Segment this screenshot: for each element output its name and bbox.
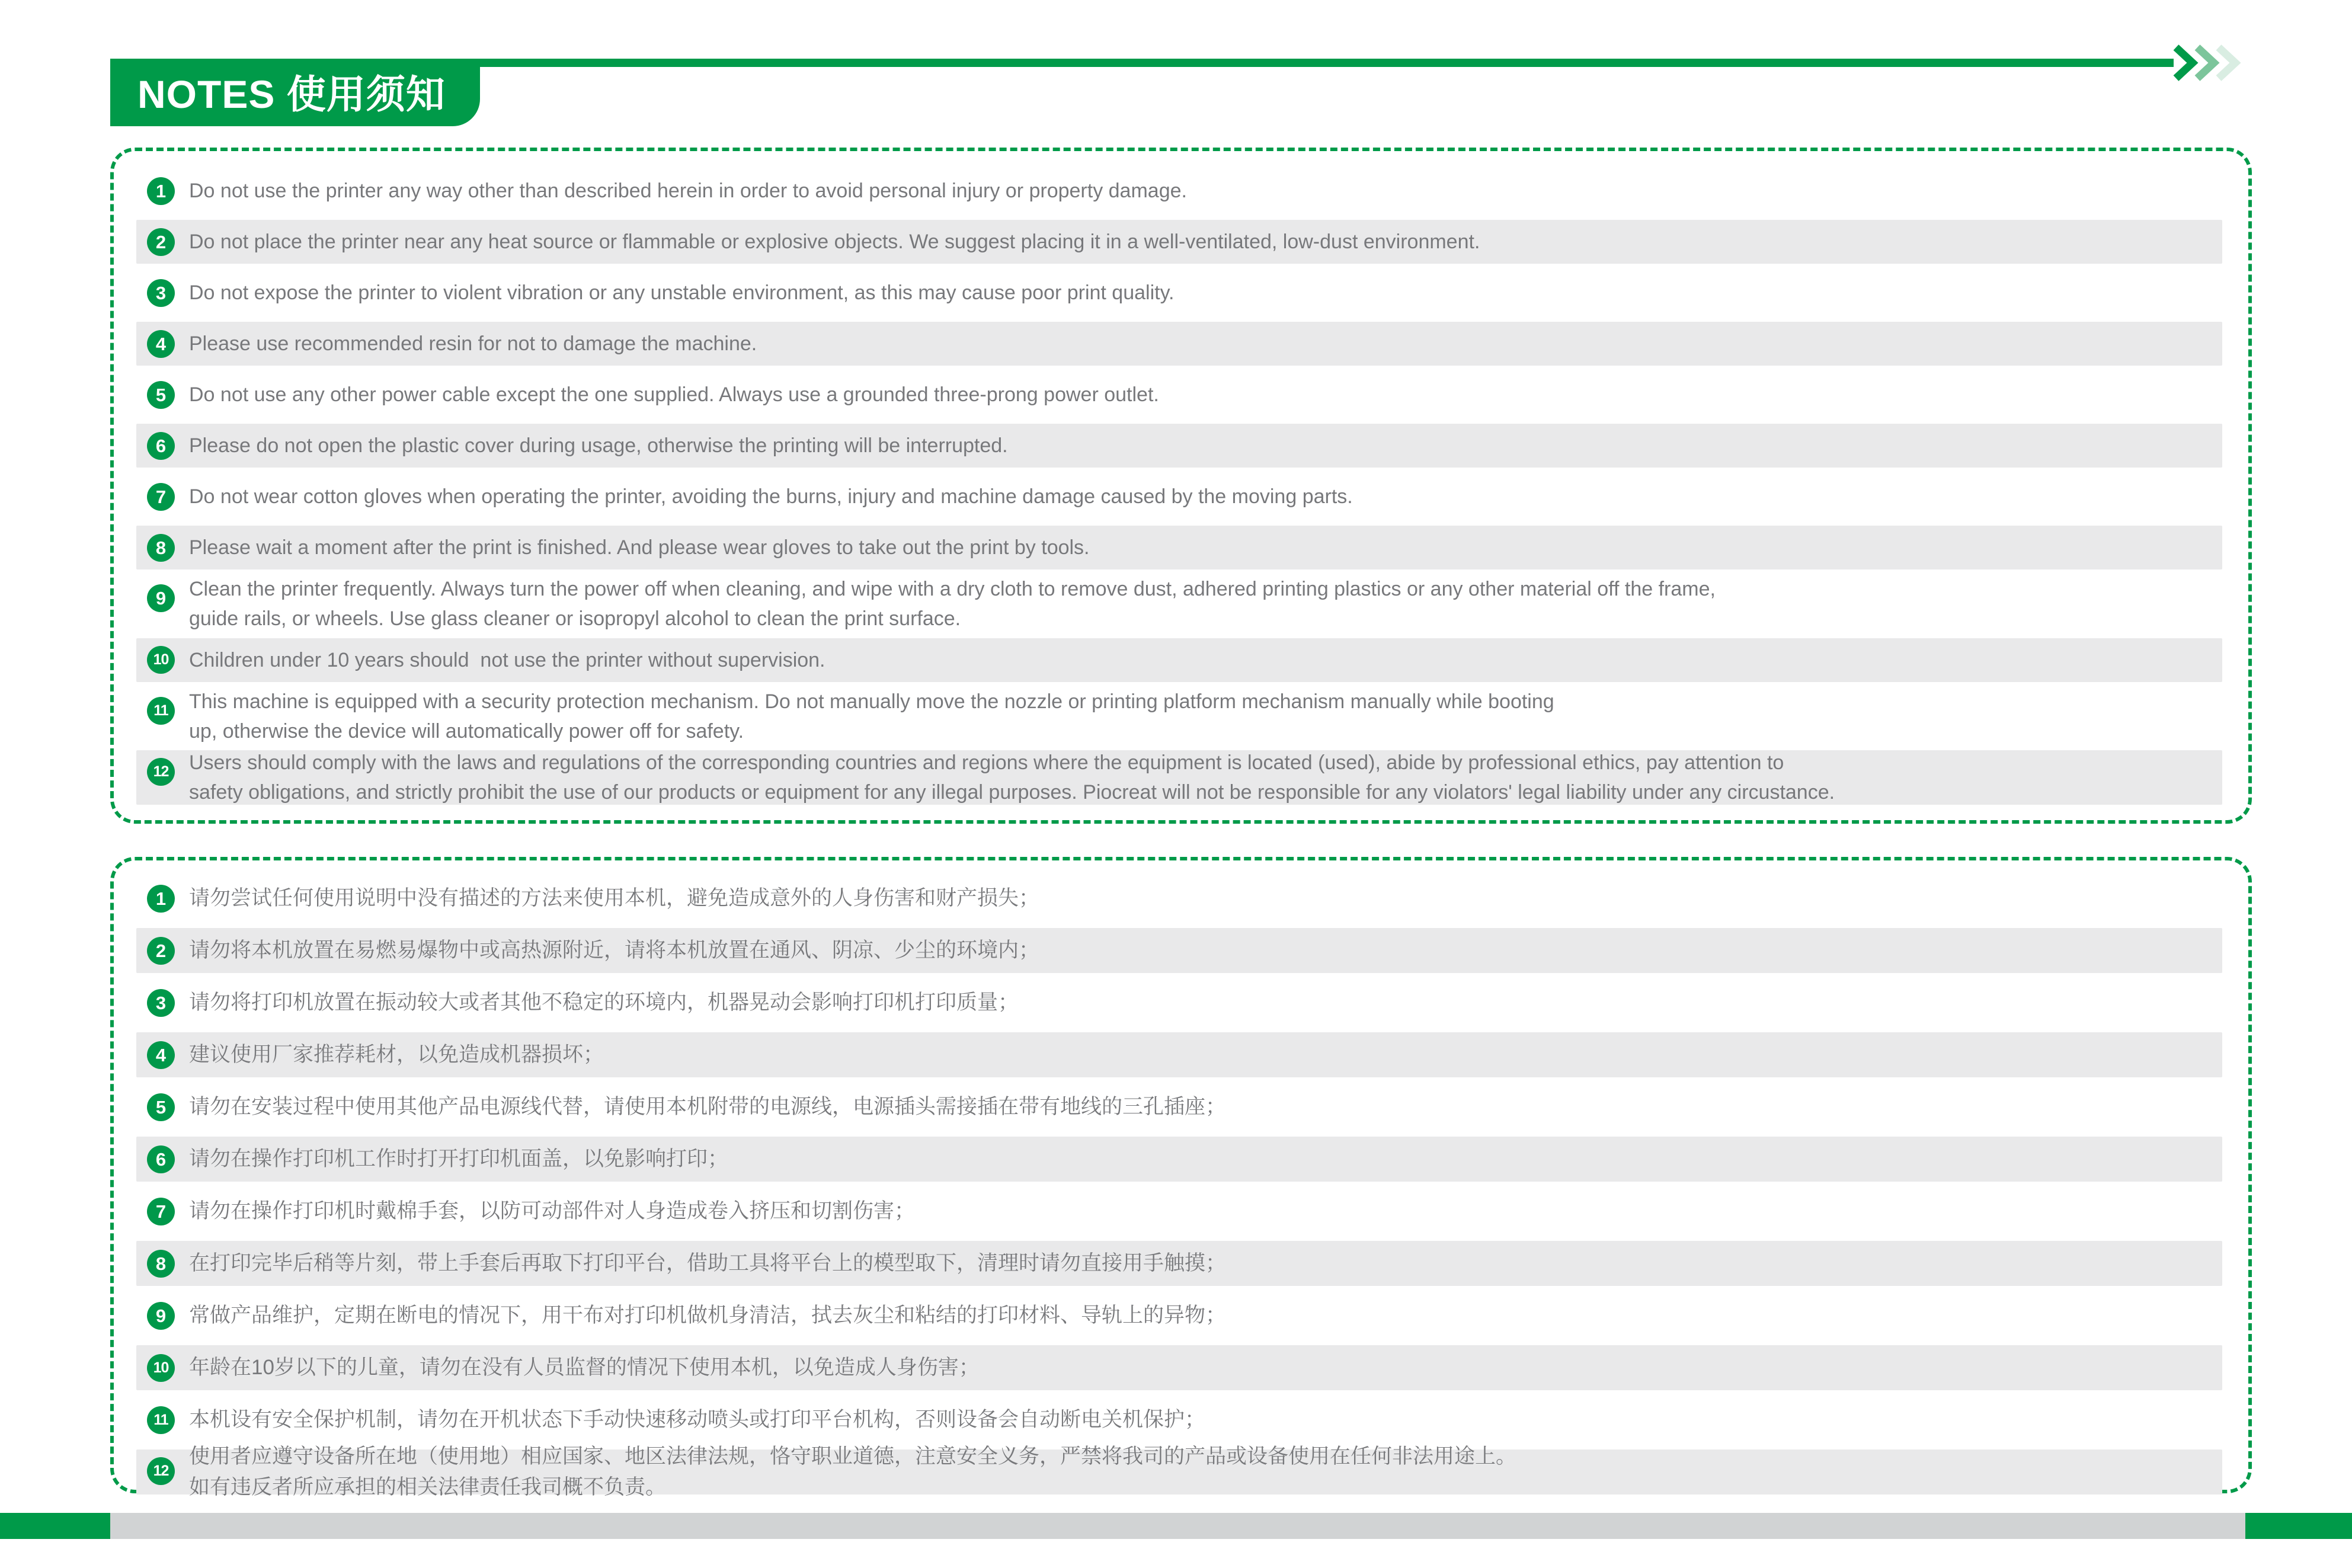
item-text: 常做产品维护，定期在断电的情况下，用干布对打印机做机身清洁，拭去灰尘和粘结的打印材料、导轨上的异物； [189, 1304, 1227, 1327]
item-number-badge: 5 [147, 381, 175, 409]
note-cn-item-12 [136, 1445, 2222, 1499]
item-text: Do not wear cotton gloves when operating the printer, avoiding the burns, injury and machine damage caused by the moving parts. [189, 485, 1353, 508]
item-text: 请勿将打印机放置在振动较大或者其他不稳定的环境内，机器晃动会影响打印机打印质量； [189, 991, 1019, 1014]
item-text: Do not expose the printer to violent vibration or any unstable environment, as this may cause poor print quality. [189, 281, 1175, 304]
triple-right-chevron-icon [2171, 44, 2245, 82]
item-number-badge: 3 [147, 279, 175, 307]
item-number-badge: 2 [147, 937, 175, 965]
note-en-item-11 [136, 689, 2222, 744]
item-text: 建议使用厂家推荐耗材，以免造成机器损坏； [189, 1043, 604, 1066]
item-text: Please use recommended resin for not to damage the machine. [189, 332, 757, 355]
item-number-badge: 3 [147, 989, 175, 1017]
note-cn-item-4 [136, 1032, 2222, 1077]
item-text: 请勿将本机放置在易燃易爆物中或高热源附近，请将本机放置在通风、阴凉、少尘的环境内； [189, 939, 1040, 962]
note-cn-item-8 [136, 1241, 2222, 1286]
item-number-badge: 9 [147, 1302, 175, 1330]
item-text: Do not use the printer any way other than described herein in order to avoid personal injury or property damage. [189, 180, 1187, 202]
footer-bar [0, 1513, 2352, 1539]
item-text: 年龄在10岁以下的儿童，请勿在没有人员监督的情况下使用本机，以免造成人身伤害； [189, 1356, 980, 1379]
item-text: Children under 10 years should not use the printer without supervision. [189, 648, 825, 671]
item-text: Do not use any other power cable except the one supplied. Always use a grounded three-prong power outlet. [189, 383, 1159, 406]
note-en-item-12 [136, 750, 2222, 805]
note-en-item-9 [136, 577, 2222, 631]
item-text: Do not place the printer near any heat source or flammable or explosive objects. We suggest placing it in a well-ventilated, low-dust environment. [189, 231, 1480, 253]
item-number-badge: 12 [147, 758, 175, 786]
note-en-item-7 [136, 475, 2222, 519]
item-number-badge: 10 [147, 646, 175, 674]
item-number-badge: 4 [147, 1041, 175, 1069]
item-number-badge: 12 [147, 1457, 175, 1485]
note-en-item-2 [136, 220, 2222, 264]
item-text: 请勿在操作打印机工作时打开打印机面盖，以免影响打印； [189, 1147, 729, 1170]
notes-box-chinese [110, 857, 2252, 1499]
footer-gray-bar [110, 1513, 2245, 1539]
item-number-badge: 6 [147, 1145, 175, 1173]
note-en-item-1 [136, 169, 2222, 213]
note-cn-item-7 [136, 1189, 2222, 1234]
item-text: Please do not open the plastic cover during usage, otherwise the printing will be interrupted. [189, 434, 1008, 457]
item-text: 请勿在安装过程中使用其他产品电源线代替，请使用本机附带的电源线，电源插头需接插在带有地线的三孔插座； [189, 1095, 1227, 1118]
item-number-badge: 10 [147, 1354, 175, 1382]
note-cn-item-1 [136, 876, 2222, 921]
item-number-badge: 1 [147, 885, 175, 913]
item-number-badge: 5 [147, 1093, 175, 1121]
note-en-item-3 [136, 271, 2222, 315]
note-en-item-10 [136, 638, 2222, 682]
item-text: This machine is equipped with a security protection mechanism. Do not manually move the nozzle or printing platform mechanism manually while booting up, otherwise the device will automatically power off for safety. [189, 690, 1554, 743]
item-text: 本机设有安全保护机制，请勿在开机状态下手动快速移动喷头或打印平台机构，否则设备会自动断电关机保护； [189, 1408, 1206, 1431]
item-number-badge: 11 [147, 1406, 175, 1434]
item-number-badge: 8 [147, 534, 175, 562]
note-cn-item-11 [136, 1397, 2222, 1442]
item-number-badge: 8 [147, 1250, 175, 1278]
note-cn-item-9 [136, 1293, 2222, 1338]
note-cn-item-2 [136, 928, 2222, 973]
notes-box-english [110, 148, 2252, 824]
note-cn-item-6 [136, 1137, 2222, 1182]
item-number-badge: 2 [147, 228, 175, 256]
note-en-item-5 [136, 373, 2222, 417]
item-number-badge: 1 [147, 177, 175, 205]
item-text: 请勿尝试任何使用说明中没有描述的方法来使用本机，避免造成意外的人身伤害和财产损失； [189, 887, 1040, 910]
item-number-badge: 4 [147, 330, 175, 358]
item-number-badge: 9 [147, 584, 175, 612]
item-text: 使用者应遵守设备所在地（使用地）相应国家、地区法律法规，恪守职业道德，注意安全义务，严禁将我司的产品或设备使用在任何非法用途上。 如有违反者所应承担的相关法律责任我司概不负责。 [189, 1445, 1517, 1499]
item-number-badge: 7 [147, 1198, 175, 1225]
footer-accent-right [2245, 1513, 2352, 1539]
note-cn-item-3 [136, 980, 2222, 1025]
note-cn-item-10 [136, 1345, 2222, 1390]
item-text: Clean the printer frequently. Always turn the power off when cleaning, and wipe with a dry cloth to remove dust, adhered printing plastics or any other material off the frame, guide rails, or wheels. Use glass cleaner or isopropyl alcohol to clean the print surface. [189, 577, 1716, 630]
note-en-item-6 [136, 424, 2222, 468]
footer-accent-left [0, 1513, 110, 1539]
item-number-badge: 6 [147, 432, 175, 460]
item-number-badge: 7 [147, 483, 175, 511]
item-text: Please wait a moment after the print is finished. And please wear gloves to take out the print by tools. [189, 536, 1090, 559]
item-number-badge: 11 [147, 697, 175, 725]
item-text: Users should comply with the laws and regulations of the corresponding countries and regions where the equipment is located (used), abide by professional ethics, pay attention to safety obligations, and strictly prohibit the use of our products or equipment for any illegal purposes. Piocreat will not be responsible for any violators' legal liability under any circustance. [189, 751, 1835, 804]
item-text: 在打印完毕后稍等片刻，带上手套后再取下打印平台，借助工具将平台上的模型取下，清理时请勿直接用手触摸； [189, 1252, 1227, 1275]
note-en-item-8 [136, 526, 2222, 569]
note-en-item-4 [136, 322, 2222, 366]
page-title-badge [110, 59, 480, 126]
note-cn-item-5 [136, 1084, 2222, 1129]
page-title: NOTES 使用须知 [137, 72, 446, 116]
item-text: 请勿在操作打印机时戴棉手套，以防可动部件对人身造成卷入挤压和切割伤害； [189, 1199, 916, 1223]
